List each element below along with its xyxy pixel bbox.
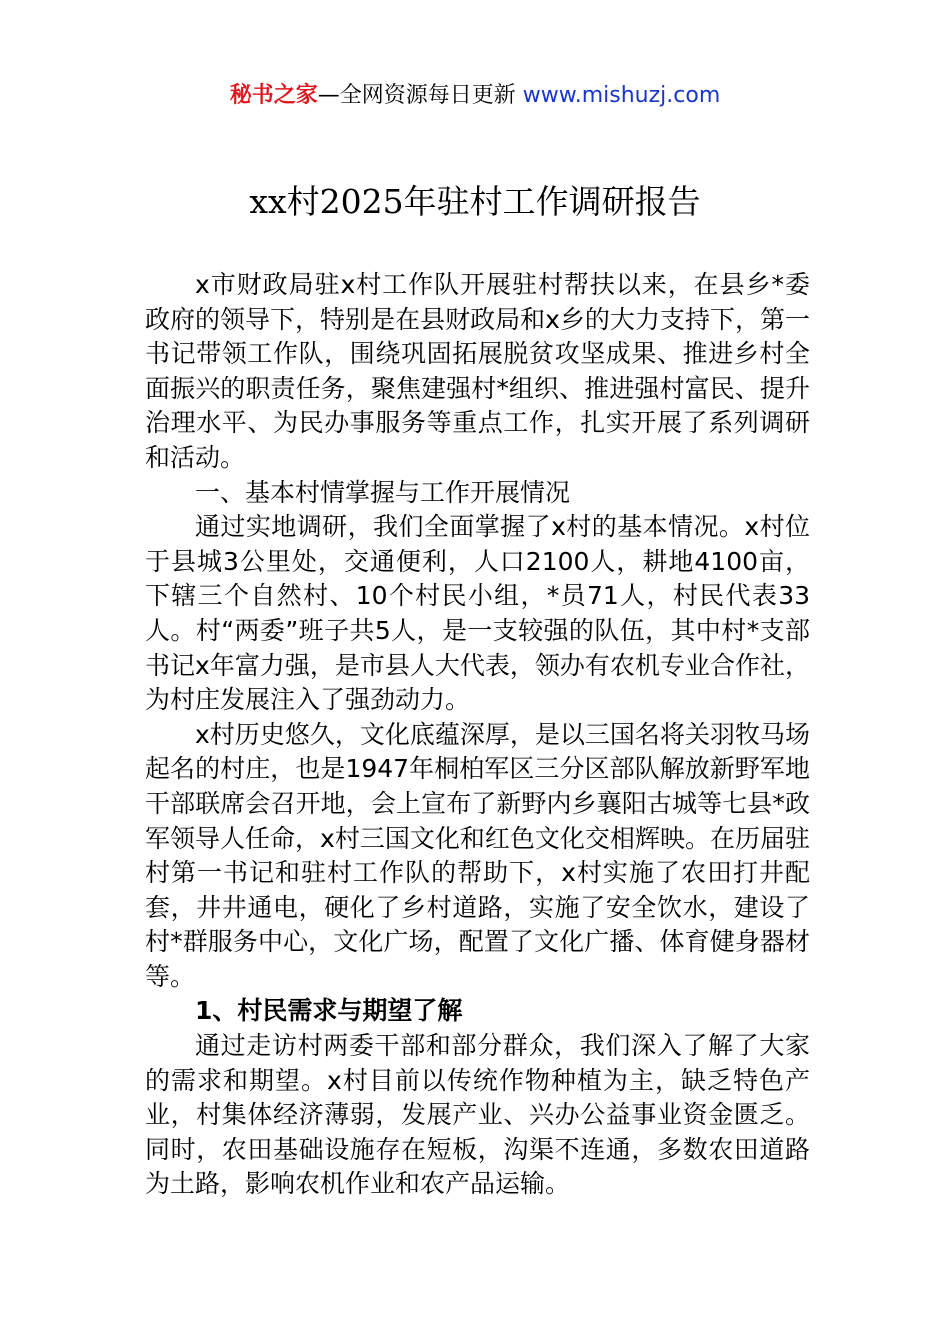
site-header — [0, 80, 950, 112]
document-title: xx村2025年驻村工作调研报告 — [249, 182, 701, 221]
needs-paragraph: 通过走访村两委干部和部分群众，我们深入了解了大家的需求和期望。x村目前以传统作物种植为主，缺乏特色产业，村集体经济薄弱，发展产业、兴办公益事业资金匮乏。同时，农田基础设施存在短板，沟渠不连通，多数农田道路为土路，影响农机作业和农产品运输。 — [145, 1031, 810, 1199]
intro-paragraph: x市财政局驻x村工作队开展驻村帮扶以来，在县乡*委政府的领导下，特别是在县财政局和x乡的大力支持下，第一书记带领工作队，围绕巩固拓展脱贫攻坚成果、推进乡村全面振兴的职责任务，聚焦建强村*组织、推进强村富民、提升治理水平、为民办事服务等重点工作，扎实开展了系列调研和活动。 — [145, 270, 810, 472]
section-heading-1: 一、基本村情掌握与工作开展情况 — [195, 477, 571, 507]
village-overview-paragraph: 通过实地调研，我们全面掌握了x村的基本情况。x村位于县城3公里处，交通便利，人口2100人，耕地4100亩，下辖三个自然村、10个村民小组，*员71人，村民代表33人。村“两委”班子共5人，是一支较强的队伍，其中村*支部书记x年富力强，是市县人大代表，领办有农机专业合作社，为村庄发展注入了强劲动力。 — [145, 512, 810, 715]
document-body — [145, 268, 810, 1202]
subsection-heading-1: 1、村民需求与期望了解 — [195, 996, 463, 1026]
site-url-link[interactable]: www.mishuzj.com — [522, 83, 721, 108]
header-tagline: —全网资源每日更新 — [317, 83, 516, 108]
brand-name: 秘书之家 — [229, 83, 318, 108]
village-history-paragraph: x村历史悠久，文化底蕴深厚，是以三国名将关羽牧马场起名的村庄，也是1947年桐柏军区三分区部队解放新野军地干部联席会召开地，会上宣布了新野内乡襄阳古城等七县*政军领导人任命，x村三国文化和红色文化交相辉映。在历届驻村第一书记和驻村工作队的帮助下，x村实施了农田打井配套，井井通电，硬化了乡村道路，实施了安全饮水，建设了村*群服务中心，文化广场，配置了文化广播、体育健身器材等。 — [145, 719, 810, 991]
